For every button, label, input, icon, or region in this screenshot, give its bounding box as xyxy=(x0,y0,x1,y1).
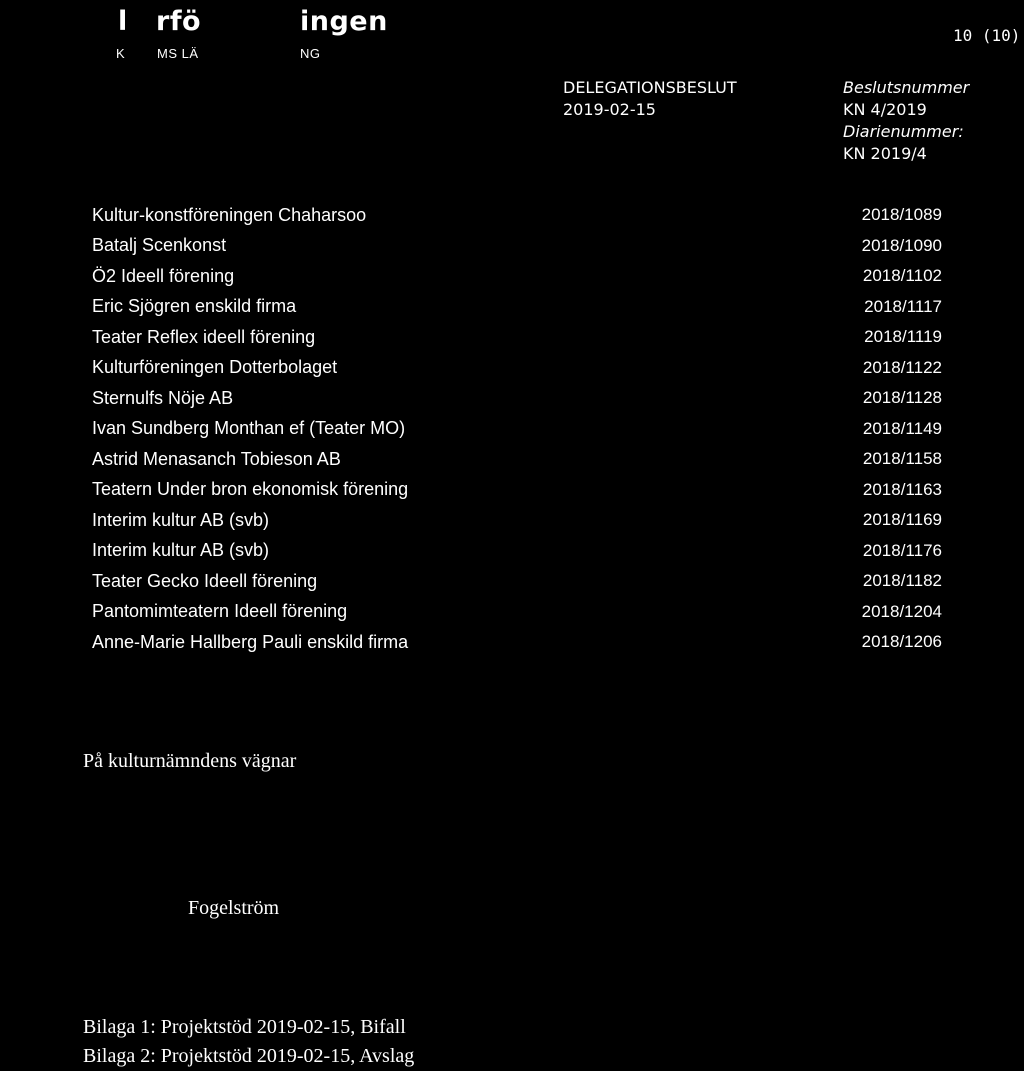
applicant-name: Interim kultur AB (svb) xyxy=(92,509,270,530)
registry-number-label: Diarienummer: xyxy=(843,122,964,141)
applicant-name: Astrid Menasanch Tobieson AB xyxy=(92,448,341,469)
applicant-name: Interim kultur AB (svb) xyxy=(92,540,270,561)
registry-number: KN 2019/4 xyxy=(843,144,927,163)
logo-subfragment-3: NG xyxy=(300,46,321,61)
applicant-name: Kulturföreningen Dotterbolaget xyxy=(92,357,338,378)
applicant-name: Kultur-konstföreningen Chaharsoo xyxy=(92,204,367,225)
applicant-name: Teater Reflex ideell förening xyxy=(92,326,316,347)
list-item xyxy=(92,414,942,445)
applicant-list xyxy=(92,200,942,658)
logo-subfragment-1: K xyxy=(116,46,126,61)
list-item xyxy=(92,444,942,475)
case-number: 2018/1149 xyxy=(862,418,942,438)
case-number: 2018/1089 xyxy=(861,205,942,225)
page-number: 10 (10) xyxy=(953,26,1021,45)
applicant-name: Anne-Marie Hallberg Pauli enskild firma xyxy=(92,631,409,652)
case-number: 2018/1176 xyxy=(862,540,942,560)
case-number: 2018/1158 xyxy=(862,449,942,469)
list-item xyxy=(92,261,942,292)
list-item xyxy=(92,383,942,414)
case-number: 2018/1182 xyxy=(862,571,942,591)
attachment-2: Bilaga 2: Projektstöd 2019-02-15, Avslag xyxy=(83,1045,415,1067)
list-item xyxy=(92,292,942,323)
case-number: 2018/1122 xyxy=(862,357,942,377)
case-number: 2018/1102 xyxy=(862,266,942,286)
signatory-name: Fogelström xyxy=(188,897,280,919)
list-item xyxy=(92,200,942,231)
case-number: 2018/1119 xyxy=(864,327,942,347)
list-item xyxy=(92,231,942,262)
decision-date: 2019-02-15 xyxy=(563,100,656,119)
list-item xyxy=(92,597,942,628)
attachment-1: Bilaga 1: Projektstöd 2019-02-15, Bifall xyxy=(83,1016,406,1038)
list-item xyxy=(92,566,942,597)
list-item xyxy=(92,475,942,506)
case-number: 2018/1090 xyxy=(861,235,942,255)
logo-fragment-2: rfö xyxy=(156,6,202,37)
decision-type-block xyxy=(563,77,737,121)
applicant-name: Teatern Under bron ekonomisk förening xyxy=(92,479,409,500)
case-number: 2018/1206 xyxy=(861,632,942,652)
on-behalf-text: På kulturnämndens vägnar xyxy=(83,750,297,772)
decision-numbers-block xyxy=(843,77,969,165)
decision-type: DELEGATIONSBESLUT xyxy=(563,78,737,97)
applicant-name: Ivan Sundberg Monthan ef (Teater MO) xyxy=(92,418,406,439)
list-item xyxy=(92,322,942,353)
logo-fragment-1: l xyxy=(118,6,128,37)
logo-fragment-3: ingen xyxy=(300,6,388,37)
case-number: 2018/1204 xyxy=(861,601,942,621)
applicant-name: Sternulfs Nöje AB xyxy=(92,387,234,408)
list-item xyxy=(92,627,942,658)
list-item xyxy=(92,536,942,567)
attachments-list xyxy=(83,1013,414,1071)
applicant-name: Eric Sjögren enskild firma xyxy=(92,296,297,317)
case-number: 2018/1117 xyxy=(864,296,942,316)
list-item xyxy=(92,505,942,536)
applicant-name: Ö2 Ideell förening xyxy=(92,265,235,286)
list-item xyxy=(92,353,942,384)
case-number: 2018/1163 xyxy=(862,479,942,499)
logo-subfragment-2: MS LÄ xyxy=(157,46,199,61)
applicant-name: Pantomimteatern Ideell förening xyxy=(92,601,348,622)
decision-number-label: Beslutsnummer xyxy=(843,78,970,97)
applicant-name: Batalj Scenkonst xyxy=(92,235,227,256)
applicant-name: Teater Gecko Ideell förening xyxy=(92,570,318,591)
decision-number: KN 4/2019 xyxy=(843,100,927,119)
case-number: 2018/1169 xyxy=(862,510,942,530)
case-number: 2018/1128 xyxy=(862,388,942,408)
